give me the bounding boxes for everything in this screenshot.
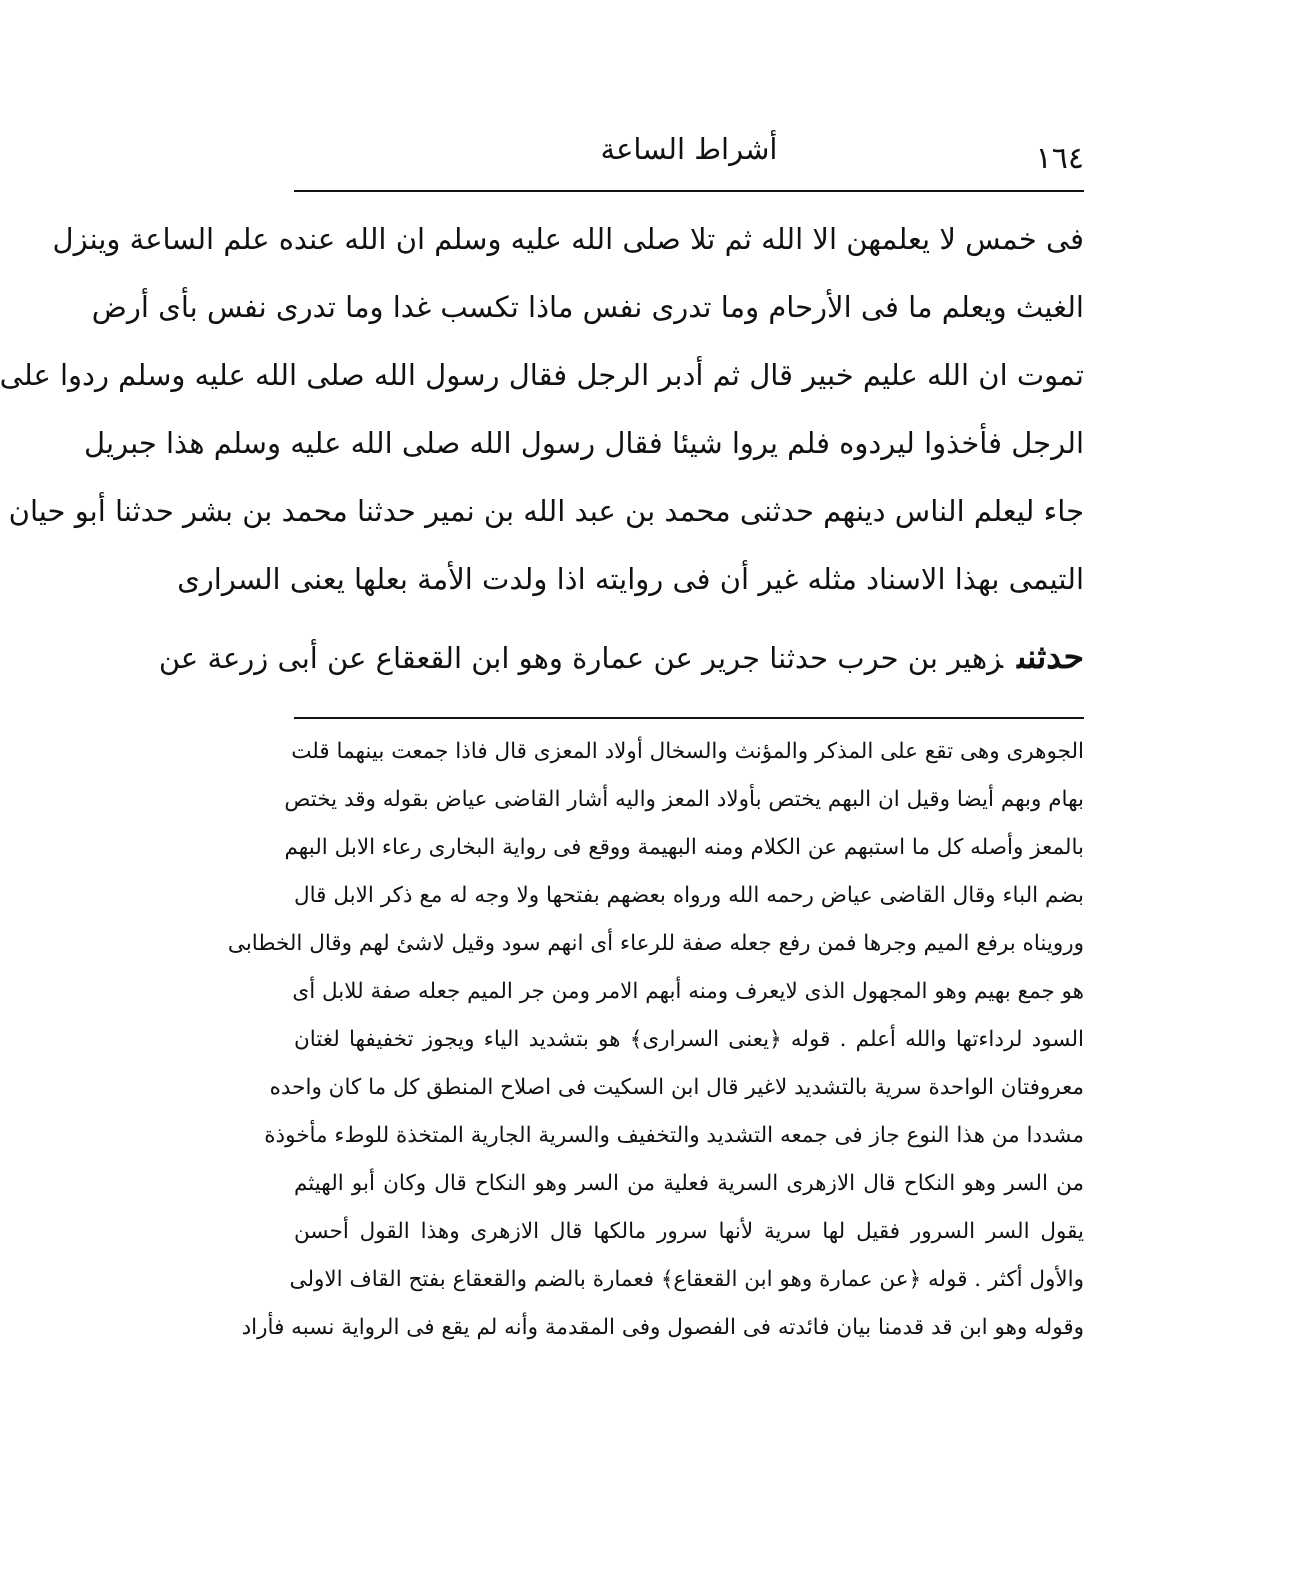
page-header — [294, 128, 1084, 176]
commentary-line: من السر وهو النكاح قال الازهرى السرية فعلية من السر وهو النكاح قال وكان أبو الهيثم — [294, 1171, 1084, 1196]
commentary-line: والأول أكثر . قوله ﴿عن عمارة وهو ابن القعقاع﴾ فعمارة بالضم والقعقاع بفتح القاف الاولى — [289, 1267, 1084, 1292]
commentary-line: بضم الباء وقال القاضى عياض رحمه الله ورواه بعضهم بفتحها ولا وجه له مع ذكر الابل قال — [294, 883, 1084, 908]
hadith-line: تموت ان الله عليم خبير قال ثم أدبر الرجل فقال رسول الله صلى الله عليه وسلم ردوا على — [0, 358, 1084, 392]
commentary-line: بالمعز وأصله كل ما استبهم عن الكلام ومنه البهيمة ووقع فى رواية البخارى رعاء الابل البهم — [284, 835, 1084, 860]
commentary-line: السود لرداءتها والله أعلم . قوله ﴿يعنى السرارى﴾ هو بتشديد الياء ويجوز تخفيفها لغتان — [294, 1027, 1084, 1052]
commentary-block — [227, 728, 1084, 1352]
commentary-line: الجوهرى وهى تقع على المذكر والمؤنث والسخال أولاد المعزى قال فاذا جمعت بينهما قلت — [291, 739, 1084, 764]
commentary-line: ورويناه برفع الميم وجرها فمن رفع جعله صفة للرعاء أى انهم سود وقيل لاشئ لهم وقال الخطابى — [227, 931, 1084, 956]
commentary-divider — [294, 717, 1084, 719]
running-title: أشراط الساعة — [600, 132, 778, 166]
hadith-line-new-chain — [158, 623, 1084, 691]
page-number: ١٦٤ — [1035, 141, 1084, 176]
header-divider — [294, 190, 1084, 192]
hadith-text-block — [0, 205, 1084, 691]
commentary-line: مشددا من هذا النوع جاز فى جمعه التشديد والتخفيف والسرية الجارية المتخذة للوطء مأخوذة — [264, 1123, 1084, 1148]
hadith-line: الرجل فأخذوا ليردوه فلم يروا شيئا فقال رسول الله صلى الله عليه وسلم هذا جبريل — [84, 426, 1084, 460]
hadith-line: التيمى بهذا الاسناد مثله غير أن فى روايته اذا ولدت الأمة بعلها يعنى السرارى — [177, 562, 1084, 596]
commentary-line: معروفتان الواحدة سرية بالتشديد لاغير قال ابن السكيت فى اصلاح المنطق كل ما كان واحده — [269, 1075, 1084, 1100]
commentary-line: يقول السر السرور فقيل لها سرية لأنها سرور مالكها قال الازهرى وهذا القول أحسن — [294, 1219, 1084, 1244]
commentary-line: بهام وبهم أيضا وقيل ان البهم يختص بأولاد المعز واليه أشار القاضى عياض بقوله وقد يختص — [284, 787, 1084, 812]
hadith-line: جاء ليعلم الناس دينهم حدثنى محمد بن عبد الله بن نمير حدثنا محمد بن بشر حدثنا أبو حيان — [8, 494, 1084, 528]
commentary-line: وقوله وهو ابن قد قدمنا بيان فائدته فى الفصول وفى المقدمة وأنه لم يقع فى الرواية نسبه فأراد — [241, 1315, 1084, 1340]
commentary-line: هو جمع بهيم وهو المجهول الذى لايعرف ومنه أبهم الامر ومن جر الميم جعله صفة للابل أى — [292, 979, 1084, 1004]
hadith-line: الغيث ويعلم ما فى الأرحام وما تدرى نفس ماذا تكسب غدا وما تدرى نفس بأى أرض — [91, 290, 1084, 324]
hadith-chain-keyword: حدثنى — [1017, 637, 1084, 676]
hadith-line: فى خمس لا يعلمهن الا الله ثم تلا صلى الله عليه وسلم ان الله عنده علم الساعة وينزل — [52, 222, 1084, 256]
hadith-chain-text: زهير بن حرب حدثنا جرير عن عمارة وهو ابن القعقاع عن أبى زرعة عن — [158, 641, 1004, 675]
